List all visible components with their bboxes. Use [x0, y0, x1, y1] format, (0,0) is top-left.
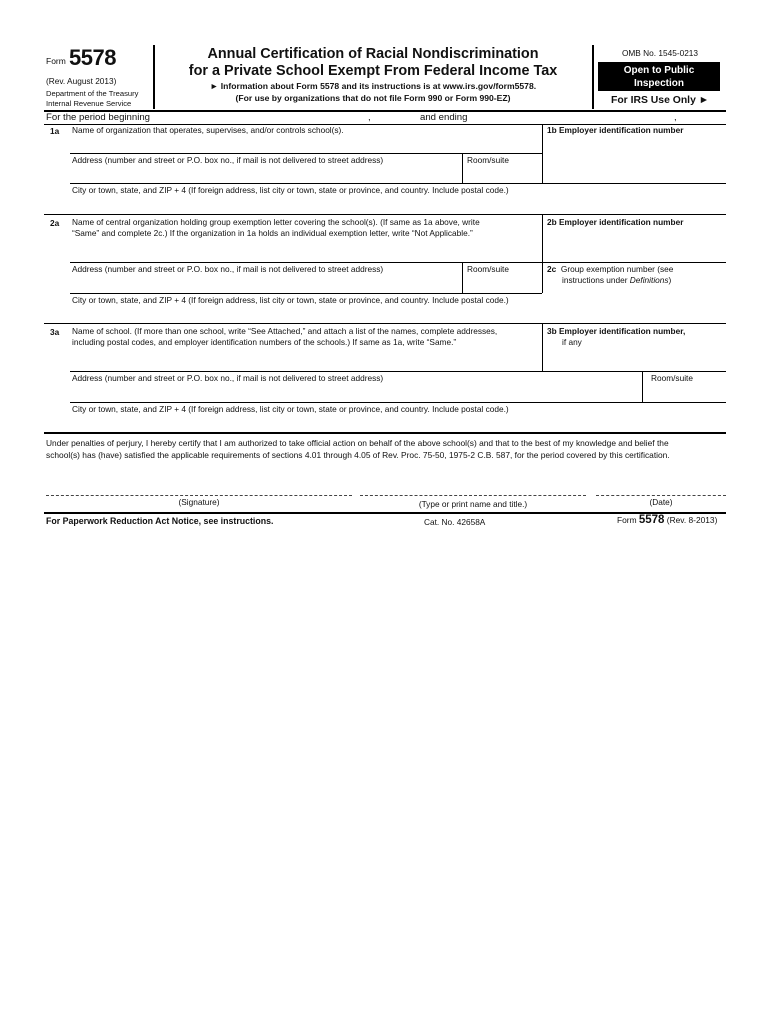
date-field[interactable] — [596, 478, 726, 494]
line-3-address-label: Address (number and street or P.O. box no., if mail is not delivered to street address) — [72, 373, 384, 383]
info-line: ► Information about Form 5578 and its instructions is at www.irs.gov/form5578. — [209, 81, 537, 91]
line-1a-address-rule — [70, 153, 542, 154]
line-3a-address-rule — [70, 371, 726, 372]
signature-line — [46, 495, 352, 496]
line-2-right-divider — [542, 214, 543, 293]
line-3-room-divider — [642, 371, 643, 402]
line-2-bottom-rule — [44, 323, 726, 324]
line-3b-label: 3b Employer identification number, if any — [547, 326, 686, 347]
line-1a-label: Name of organization that operates, supervises, and/or controls school(s). — [72, 125, 344, 135]
line-3-room-label: Room/suite — [651, 373, 693, 383]
period-ending-label: and ending — [420, 112, 468, 123]
line-3-right-divider — [542, 323, 543, 371]
period-ending-comma: , — [674, 112, 677, 123]
signature-field[interactable] — [46, 478, 352, 494]
organization-ein-field[interactable] — [547, 140, 722, 170]
line-1-city-rule — [70, 183, 726, 184]
name-title-field[interactable] — [360, 478, 586, 494]
period-beginning-label: For the period beginning — [46, 112, 151, 123]
period-comma: , — [368, 112, 371, 123]
date-line — [596, 495, 726, 496]
paperwork-notice: For Paperwork Reduction Act Notice, see instructions. — [46, 516, 274, 526]
school-city-field[interactable] — [72, 417, 722, 430]
central-organization-address-field[interactable] — [72, 278, 457, 291]
line-2-address-label: Address (number and street or P.O. box no., if mail is not delivered to street address) — [72, 264, 384, 274]
line-3-city-label: City or town, state, and ZIP + 4 (If foreign address, list city or town, state or province, and country. Include postal code.) — [72, 404, 509, 414]
line-1-bottom-rule — [44, 214, 726, 215]
form-title: Annual Certification of Racial Nondiscrimination for a Private School Exempt From Federal Income Tax — [188, 46, 558, 79]
line-1-room-divider — [462, 153, 463, 183]
line-3a-label: Name of school. (If more than one school, write “See Attached,” and attach a list of the names, complete addresses, including postal codes, and employer identification numbers of the schools.) If same as 1a, write “Same.” — [72, 326, 498, 347]
open-to-public-badge: Open to Public Inspection — [598, 62, 720, 91]
central-organization-city-field[interactable] — [72, 308, 538, 321]
line-1-city-label: City or town, state, and ZIP + 4 (If foreign address, list city or town, state or province, and country. Include postal code.) — [72, 185, 509, 195]
school-address-field[interactable] — [72, 387, 637, 400]
line-2a-number: 2a — [50, 218, 60, 228]
school-name-field[interactable] — [72, 351, 538, 369]
line-2a-label: Name of central organization holding group exemption letter covering the school(s). (If same as 1a above, write “Same” and complete 2c.) If the organization in 1a holds an individual exemption letter, write “Not Applicable.” — [72, 217, 480, 238]
form-number: 5578 — [69, 45, 116, 70]
omb-number: OMB No. 1545-0213 — [621, 48, 699, 58]
central-organization-ein-field[interactable] — [547, 232, 722, 258]
central-organization-room-field[interactable] — [467, 278, 537, 291]
header-left-divider — [153, 45, 155, 109]
line-1-address-label: Address (number and street or P.O. box no., if mail is not delivered to street address) — [72, 155, 384, 165]
certification-text: Under penalties of perjury, I hereby certify that I am authorized to take official action on behalf of the above school(s) and that to the best of my knowledge and belief the school(s) has (have) satisfied the applicable requirements of sections 4.01 through 4.05 of Rev. Proc. 75-50, 1975-2 C.B. 587, for the period covered by this certification. — [46, 438, 670, 460]
irs-use-only: For IRS Use Only ► — [610, 95, 710, 106]
catalog-number: Cat. No. 42658A — [424, 517, 486, 527]
name-title-line — [360, 495, 586, 496]
central-organization-name-field[interactable] — [72, 242, 538, 260]
line-3-city-rule — [70, 402, 726, 403]
line-2-city-label: City or town, state, and ZIP + 4 (If foreign address, list city or town, state or province, and country. Include postal code.) — [72, 295, 509, 305]
header-right-divider — [592, 45, 594, 109]
date-label: (Date) — [649, 497, 673, 507]
footer-form-id: Form 5578 (Rev. 8-2013) — [617, 514, 718, 526]
organization-city-field[interactable] — [72, 198, 722, 212]
line-1a-number: 1a — [50, 126, 60, 136]
organization-name-field[interactable] — [72, 138, 538, 152]
line-2-room-divider — [462, 262, 463, 293]
form-label: Form — [46, 56, 66, 66]
department-line: Department of the Treasury Internal Revenue Service — [46, 89, 139, 108]
revision-date: (Rev. August 2013) — [46, 76, 117, 86]
school-ein-field[interactable] — [547, 350, 722, 368]
line-1-room-label: Room/suite — [467, 155, 509, 165]
period-beginning-year-field[interactable] — [376, 112, 416, 123]
line-1-right-divider — [542, 124, 543, 183]
line-3-bottom-rule — [44, 432, 726, 434]
line-2b-label: 2b Employer identification number — [547, 217, 684, 227]
line-2-city-rule — [70, 293, 542, 294]
period-beginning-field[interactable] — [160, 112, 360, 123]
group-exemption-number-field[interactable] — [547, 288, 722, 308]
line-2-room-label: Room/suite — [467, 264, 509, 274]
line-3a-number: 3a — [50, 327, 60, 337]
line-2a-address-rule — [70, 262, 726, 263]
use-line: (For use by organizations that do not file Form 990 or Form 990-EZ) — [235, 93, 511, 103]
name-title-label: (Type or print name and title.) — [418, 499, 528, 509]
period-ending-field[interactable] — [475, 112, 670, 123]
signature-label: (Signature) — [178, 497, 220, 507]
school-room-field[interactable] — [647, 387, 722, 400]
line-2c-label: 2c Group exemption number (see instructions under Definitions) — [547, 264, 674, 285]
line-1b-label: 1b Employer identification number — [547, 125, 684, 135]
organization-room-field[interactable] — [467, 168, 537, 181]
organization-address-field[interactable] — [72, 168, 457, 181]
